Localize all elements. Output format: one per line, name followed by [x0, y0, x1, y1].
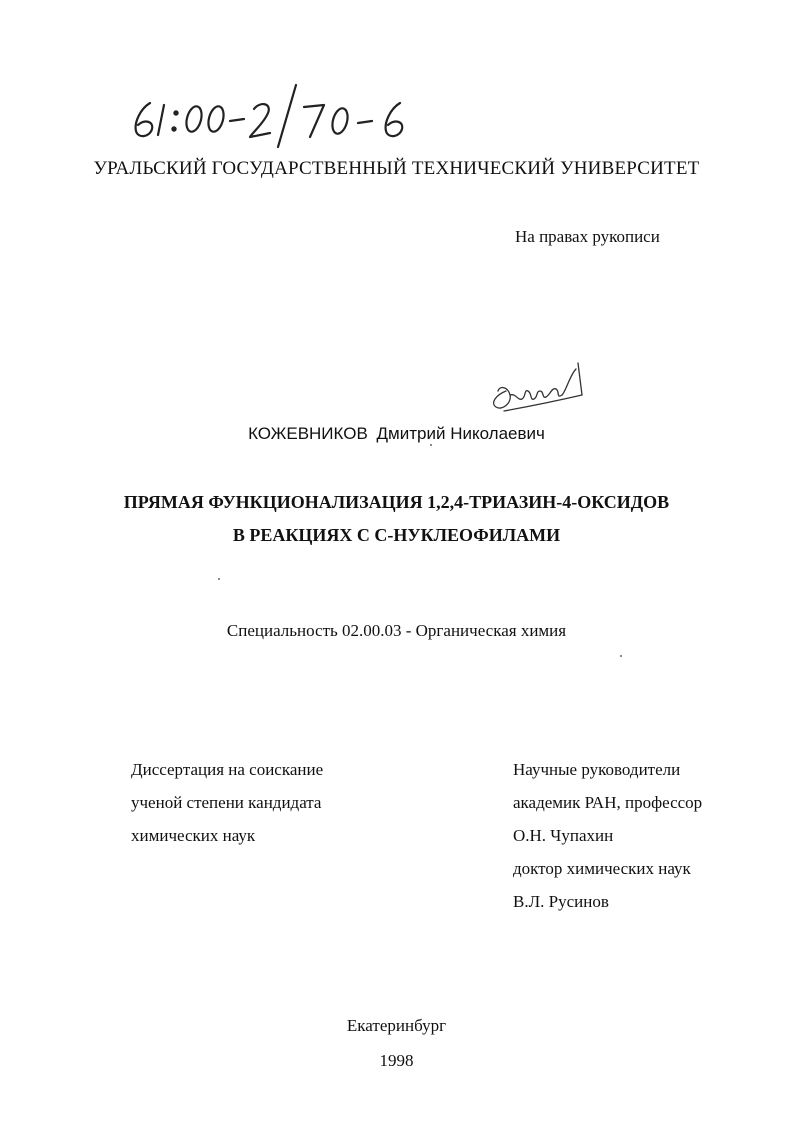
advisors-heading: Научные руководители	[513, 760, 681, 779]
manuscript-rights: На правах рукописи	[515, 227, 660, 246]
title-line-2: В РЕАКЦИЯХ С С-НУКЛЕОФИЛАМИ	[232, 525, 561, 545]
dissertation-title	[0, 486, 793, 552]
advisor-2-name: В.Л. Русинов	[513, 892, 609, 911]
degree-line-2: ученой степени кандидата	[131, 793, 322, 812]
author-surname: КОЖЕВНИКОВ	[248, 424, 368, 443]
advisor-1-title: академик РАН, профессор	[513, 793, 703, 812]
specialty: Специальность 02.00.03 - Органическая химия	[226, 621, 567, 640]
scan-speck	[430, 444, 432, 446]
degree-line-1: Диссертация на соискание	[131, 760, 324, 779]
year: 1998	[379, 1051, 414, 1070]
city: Екатеринбург	[346, 1016, 447, 1035]
author-signature	[486, 355, 596, 420]
title-line-1: ПРЯМАЯ ФУНКЦИОНАЛИЗАЦИЯ 1,2,4-ТРИАЗИН-4-ОКСИДОВ	[123, 492, 670, 512]
scan-speck	[218, 578, 220, 580]
author-name	[0, 424, 793, 444]
advisor-2-title: доктор химических наук	[513, 859, 691, 878]
university-name: УРАЛЬСКИЙ ГОСУДАРСТВЕННЫЙ ТЕХНИЧЕСКИЙ УНИВЕРСИТЕТ	[93, 158, 700, 179]
advisor-1-name: О.Н. Чупахин	[513, 826, 614, 845]
scientific-advisors	[513, 753, 702, 918]
degree-line-3: химических наук	[131, 826, 256, 845]
author-given-names: Дмитрий Николаевич	[376, 424, 545, 443]
handwritten-archive-code	[120, 75, 420, 155]
scan-speck	[620, 655, 622, 657]
dissertation-degree	[131, 753, 323, 852]
